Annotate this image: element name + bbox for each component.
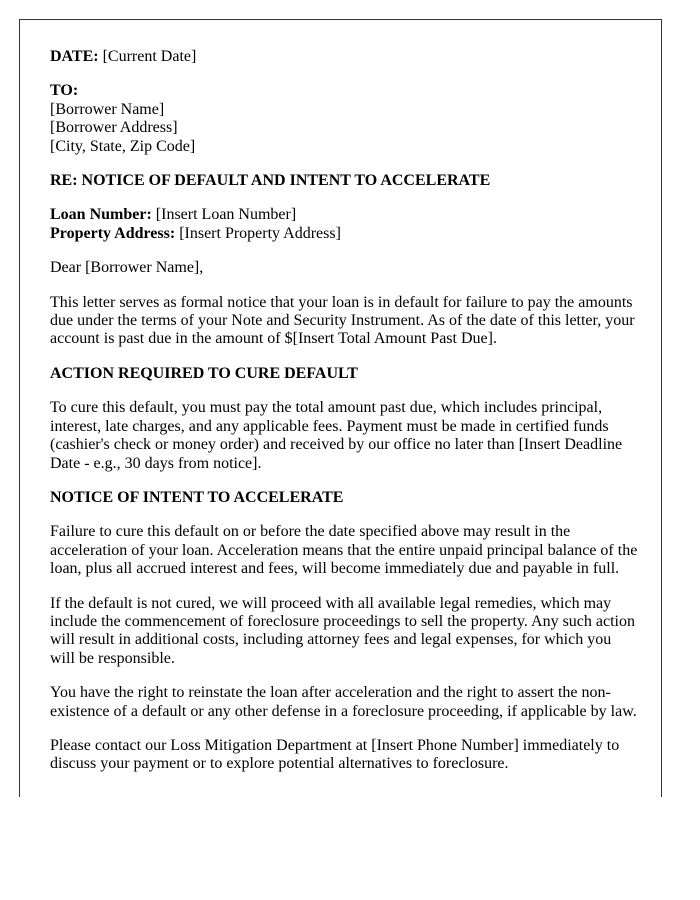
intro-paragraph: This letter serves as formal notice that your loan is in default for failure to pay the amounts due under the terms of your Note and Security Instrument. As of the date of this letter, your account is past due in the amount of $[Insert Total Amount Past Due]. [50, 293, 635, 348]
date-label: DATE: [50, 48, 99, 65]
recipient-city-state-zip: [City, State, Zip Code] [50, 137, 196, 155]
property-address-value: [Insert Property Address] [179, 224, 341, 242]
contact-paragraph: Please contact our Loss Mitigation Department at [Insert Phone Number] immediately to discuss your payment or to explore potential alternatives to foreclosure. [50, 736, 620, 773]
loan-info-block [50, 206, 639, 243]
acceleration-paragraph: Failure to cure this default on or before the date specified above may result in the acceleration of your loan. Acceleration means that the entire unpaid principal balance of the loan, plus all accrued interest and fees, will become immediately due and payable in full. [50, 523, 638, 578]
subject-line: RE: NOTICE OF DEFAULT AND INTENT TO ACCELERATE [50, 172, 491, 190]
date-value: [Current Date] [102, 48, 197, 65]
recipient-block [50, 82, 639, 156]
loan-number-label: Loan Number: [50, 206, 152, 224]
salutation: Dear [Borrower Name], [50, 259, 204, 277]
to-label: TO: [50, 82, 79, 100]
legal-remedies-paragraph: If the default is not cured, we will proceed with all available legal remedies, which may include the commencement of foreclosure proceedings to sell the property. Any such action will result in additional costs, including attorney fees and legal expenses, for which you will be responsible. [50, 594, 635, 667]
action-required-paragraph: To cure this default, you must pay the total amount past due, which includes principal, interest, late charges, and any applicable fees. Payment must be made in certified funds (cashier's check or money order) and received by our office no later than [Insert Deadline Date - e.g., 30 days from notice]. [50, 399, 623, 472]
loan-number-value: [Insert Loan Number] [155, 206, 297, 224]
action-required-heading: ACTION REQUIRED TO CURE DEFAULT [50, 364, 358, 382]
recipient-name: [Borrower Name] [50, 100, 165, 118]
reinstatement-rights-paragraph: You have the right to reinstate the loan after acceleration and the right to assert the non-existence of a default or any other defense in a foreclosure proceeding, if applicable by law. [50, 684, 637, 720]
letter-container [19, 19, 662, 797]
property-address-label: Property Address: [50, 224, 176, 242]
recipient-address: [Borrower Address] [50, 119, 178, 137]
date-line [50, 48, 639, 66]
intent-to-accelerate-heading: NOTICE OF INTENT TO ACCELERATE [50, 488, 344, 506]
